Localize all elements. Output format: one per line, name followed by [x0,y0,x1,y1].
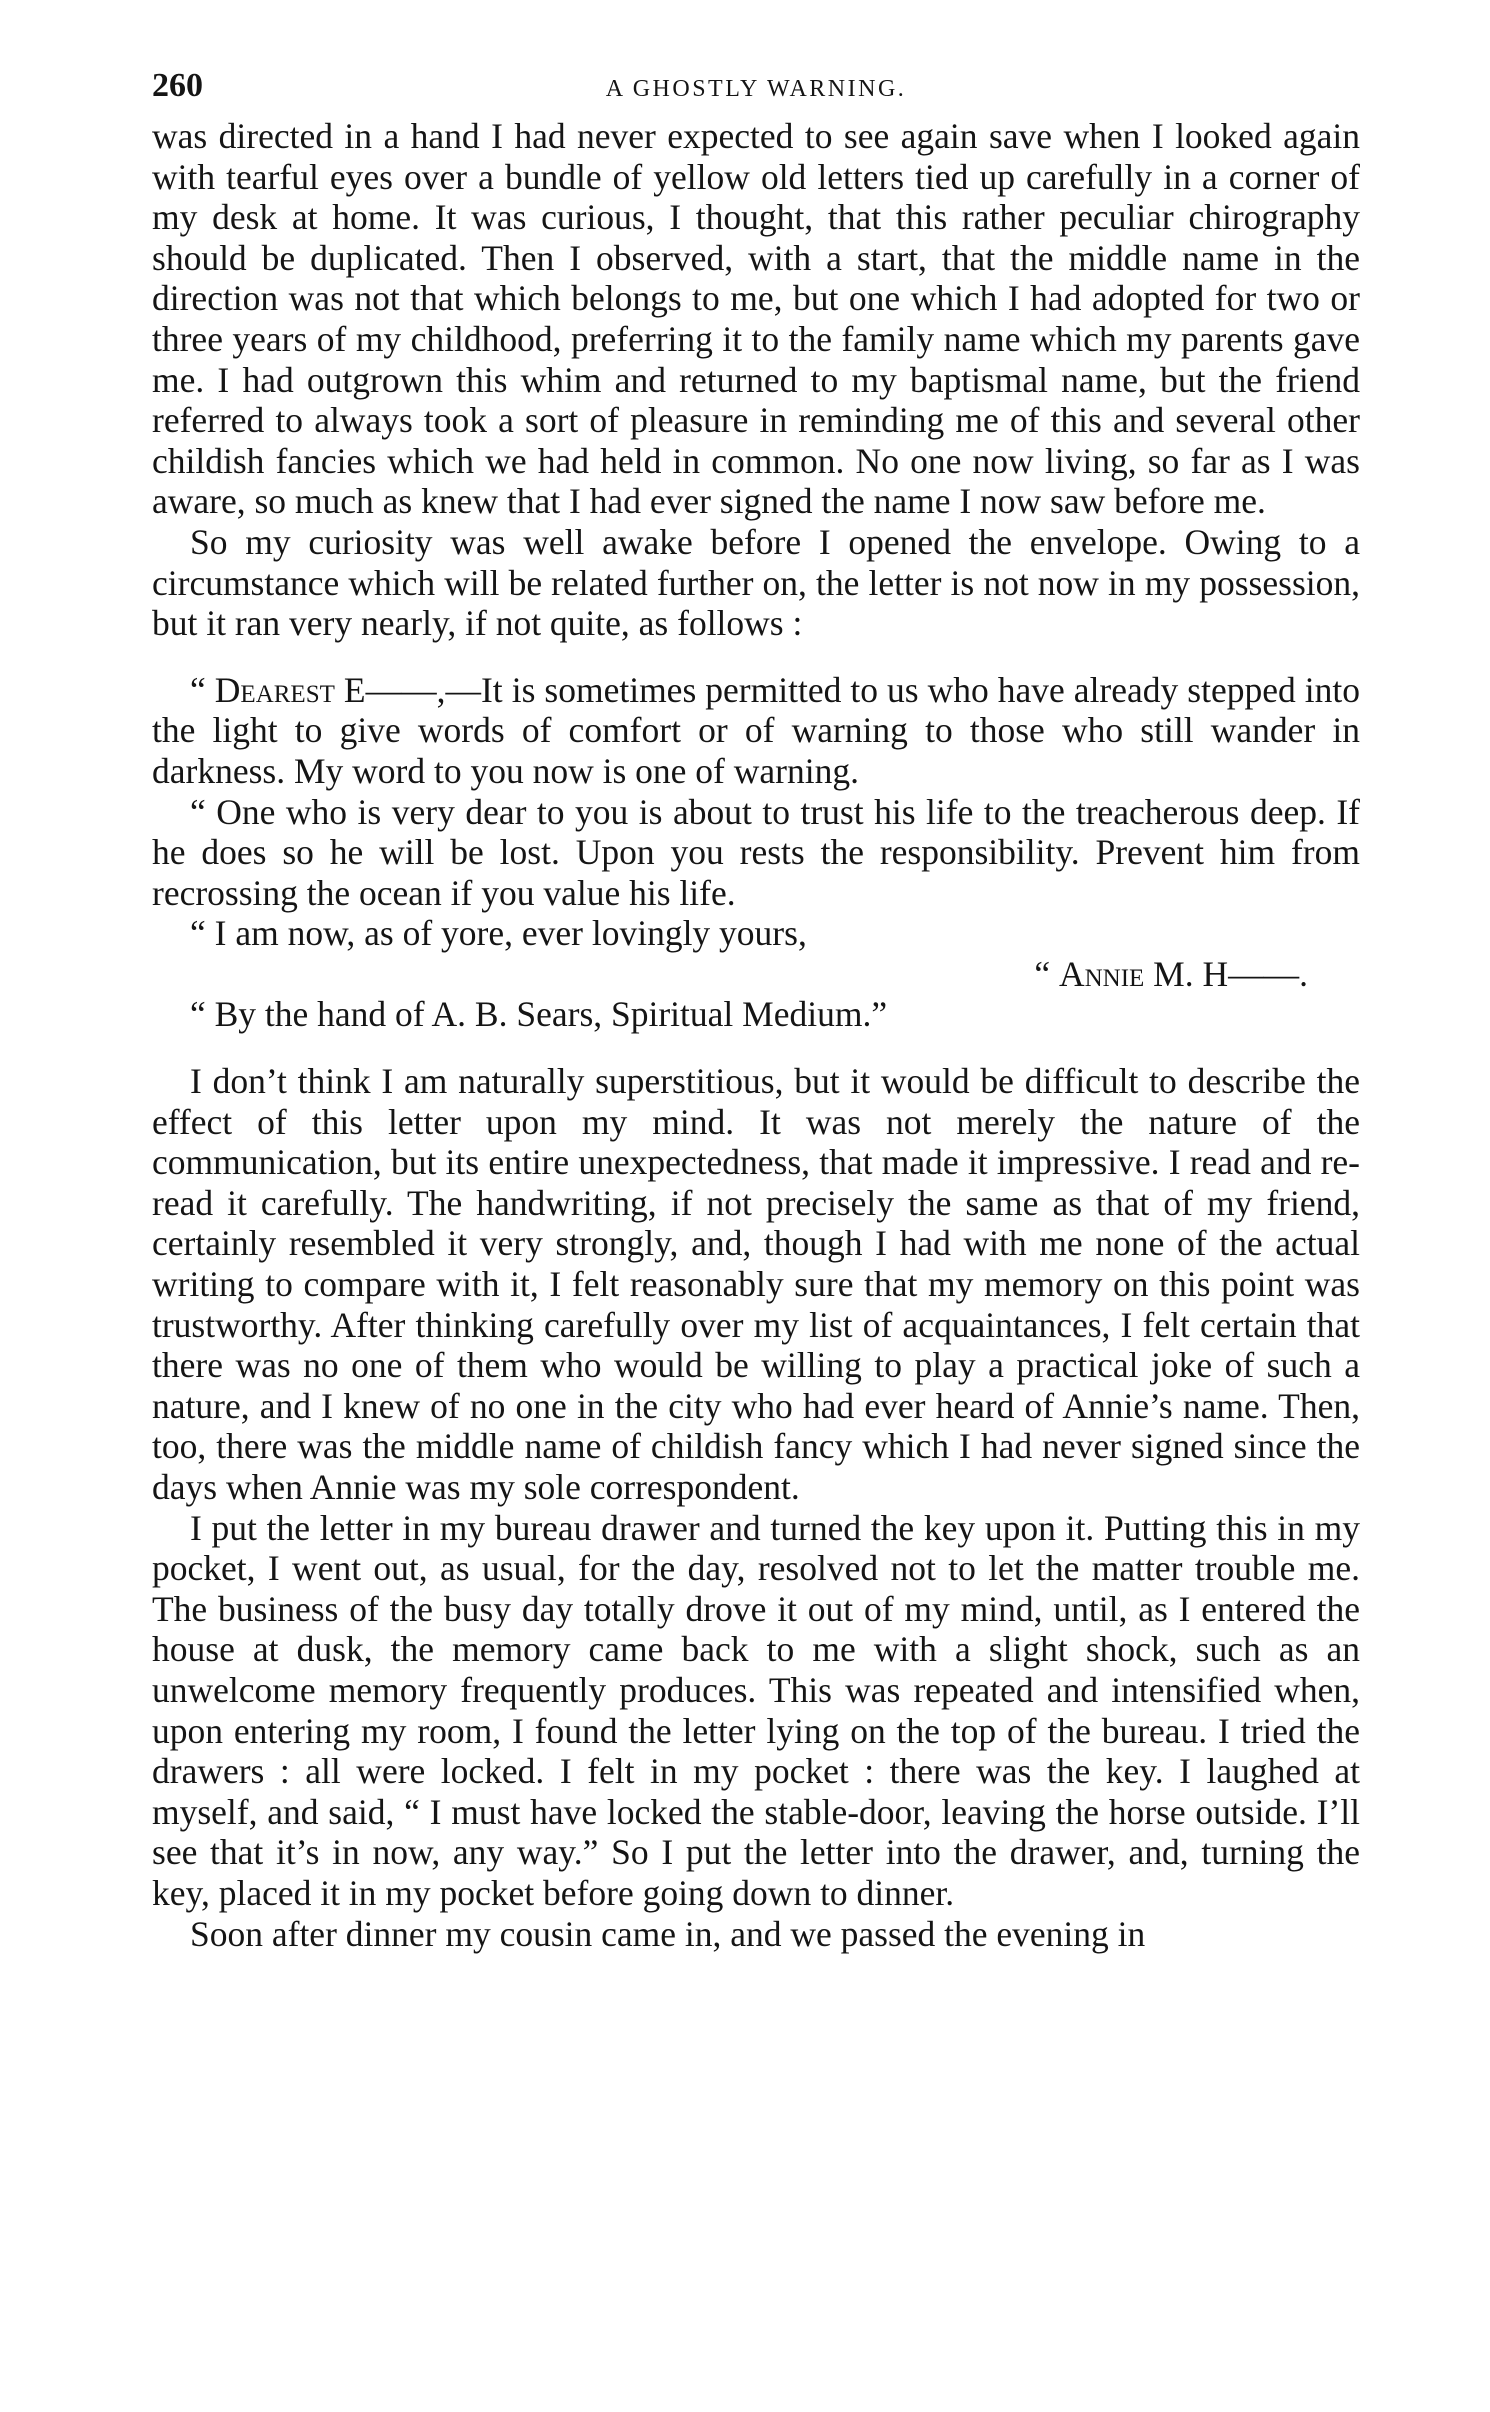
page-number: 260 [152,67,203,104]
letter-body-1: —It is sometimes permitted to us who have already stepped into the light to give words of comfort or of warning to those who still wander in darkness. My word to you now is one of warning. [152,669,1360,791]
body-text [152,116,1360,1954]
running-head [152,66,1360,116]
letter-open-quote: “ [190,669,215,710]
letter-signature: Annie M. H——. [1058,953,1308,994]
letter-salutation: Dearest E——, [214,669,446,710]
letter-signature-line [152,954,1360,995]
letter-salutation-paragraph [152,670,1360,792]
letter-closing: “ I am now, as of yore, ever lovingly yours, [190,913,807,954]
letter-body-2: “ One who is very dear to you is about to trust his life to the treacherous deep. If he does so he will be lost. Upon you rests the responsibility. Prevent him from recrossing the ocean if you value his life. [152,791,1360,913]
paragraph-2: So my curiosity was well awake before I opened the envelope. Owing to a circumstance which will be related further on, the letter is not now in my possession, but it ran very nearly, if not quite, as follows : [152,521,1360,644]
paragraph-4: I put the letter in my bureau drawer and turned the key upon it. Putting this in my pocket, I went out, as usual, for the day, resolved not to let the matter trouble me. The business of the busy day totally drove it out of my mind, until, as I entered the house at dusk, the memory came back to me with a slight shock, such as an unwelcome memory frequently produces. This was repeated and intensified when, upon entering my room, I found the letter lying on the top of the bureau. I tried the drawers : all were locked. I felt in my pocket : there was the key. I laughed at myself, and said, “ I must have locked the stable-door, leaving the horse outside. I’ll see that it’s in now, any way.” So I put the letter into the drawer, and, turning the key, placed it in my pocket before going down to dinner. [152,1507,1360,1913]
paragraph-1: was directed in a hand I had never expected to see again save when I looked again with tearful eyes over a bundle of yellow old letters tied up carefully in a corner of my desk at home. It was curious, I thought, that this rather peculiar chirography should be duplicated. Then I observed, with a start, that the middle name in the direction was not that which belongs to me, but one which I had adopted for two or three years of my childhood, preferring it to the family name which my parents gave me. I had outgrown this whim and returned to my baptismal name, but the friend referred to always took a sort of pleasure in reminding me of this and several other childish fancies which we had held in common. No one now living, so far as I was aware, so much as knew that I had ever signed the name I now saw before me. [152,116,1360,522]
letter-byline: “ By the hand of A. B. Sears, Spiritual Medium.” [190,994,888,1035]
running-title: A GHOSTLY WARNING. [605,76,907,102]
paragraph-3: I don’t think I am naturally superstitious, but it would be difficult to describe the effect of this letter upon my mind. It was not merely the nature of the communication, but its entire unexpectedness, that made it impressive. I read and re-read it carefully. The handwriting, if not precisely the same as that of my friend, certainly resembled it very strongly, and, though I had with me none of the actual writing to compare with it, I felt reasonably sure that my memory on this point was trustworthy. After thinking carefully over my list of acquaintances, I felt certain that there was no one of them who would be willing to play a practical joke of such a nature, and I knew of no one in the city who had ever heard of Annie’s name. Then, too, there was the middle name of childish fancy which I had never signed since the days when Annie was my sole correspondent. [152,1061,1360,1507]
quoted-letter [152,670,1360,1035]
paragraph-5: Soon after dinner my cousin came in, and we passed the evening in [190,1913,1146,1954]
signature-open-quote: “ [1034,953,1059,994]
after-letter-text [152,1061,1360,1954]
